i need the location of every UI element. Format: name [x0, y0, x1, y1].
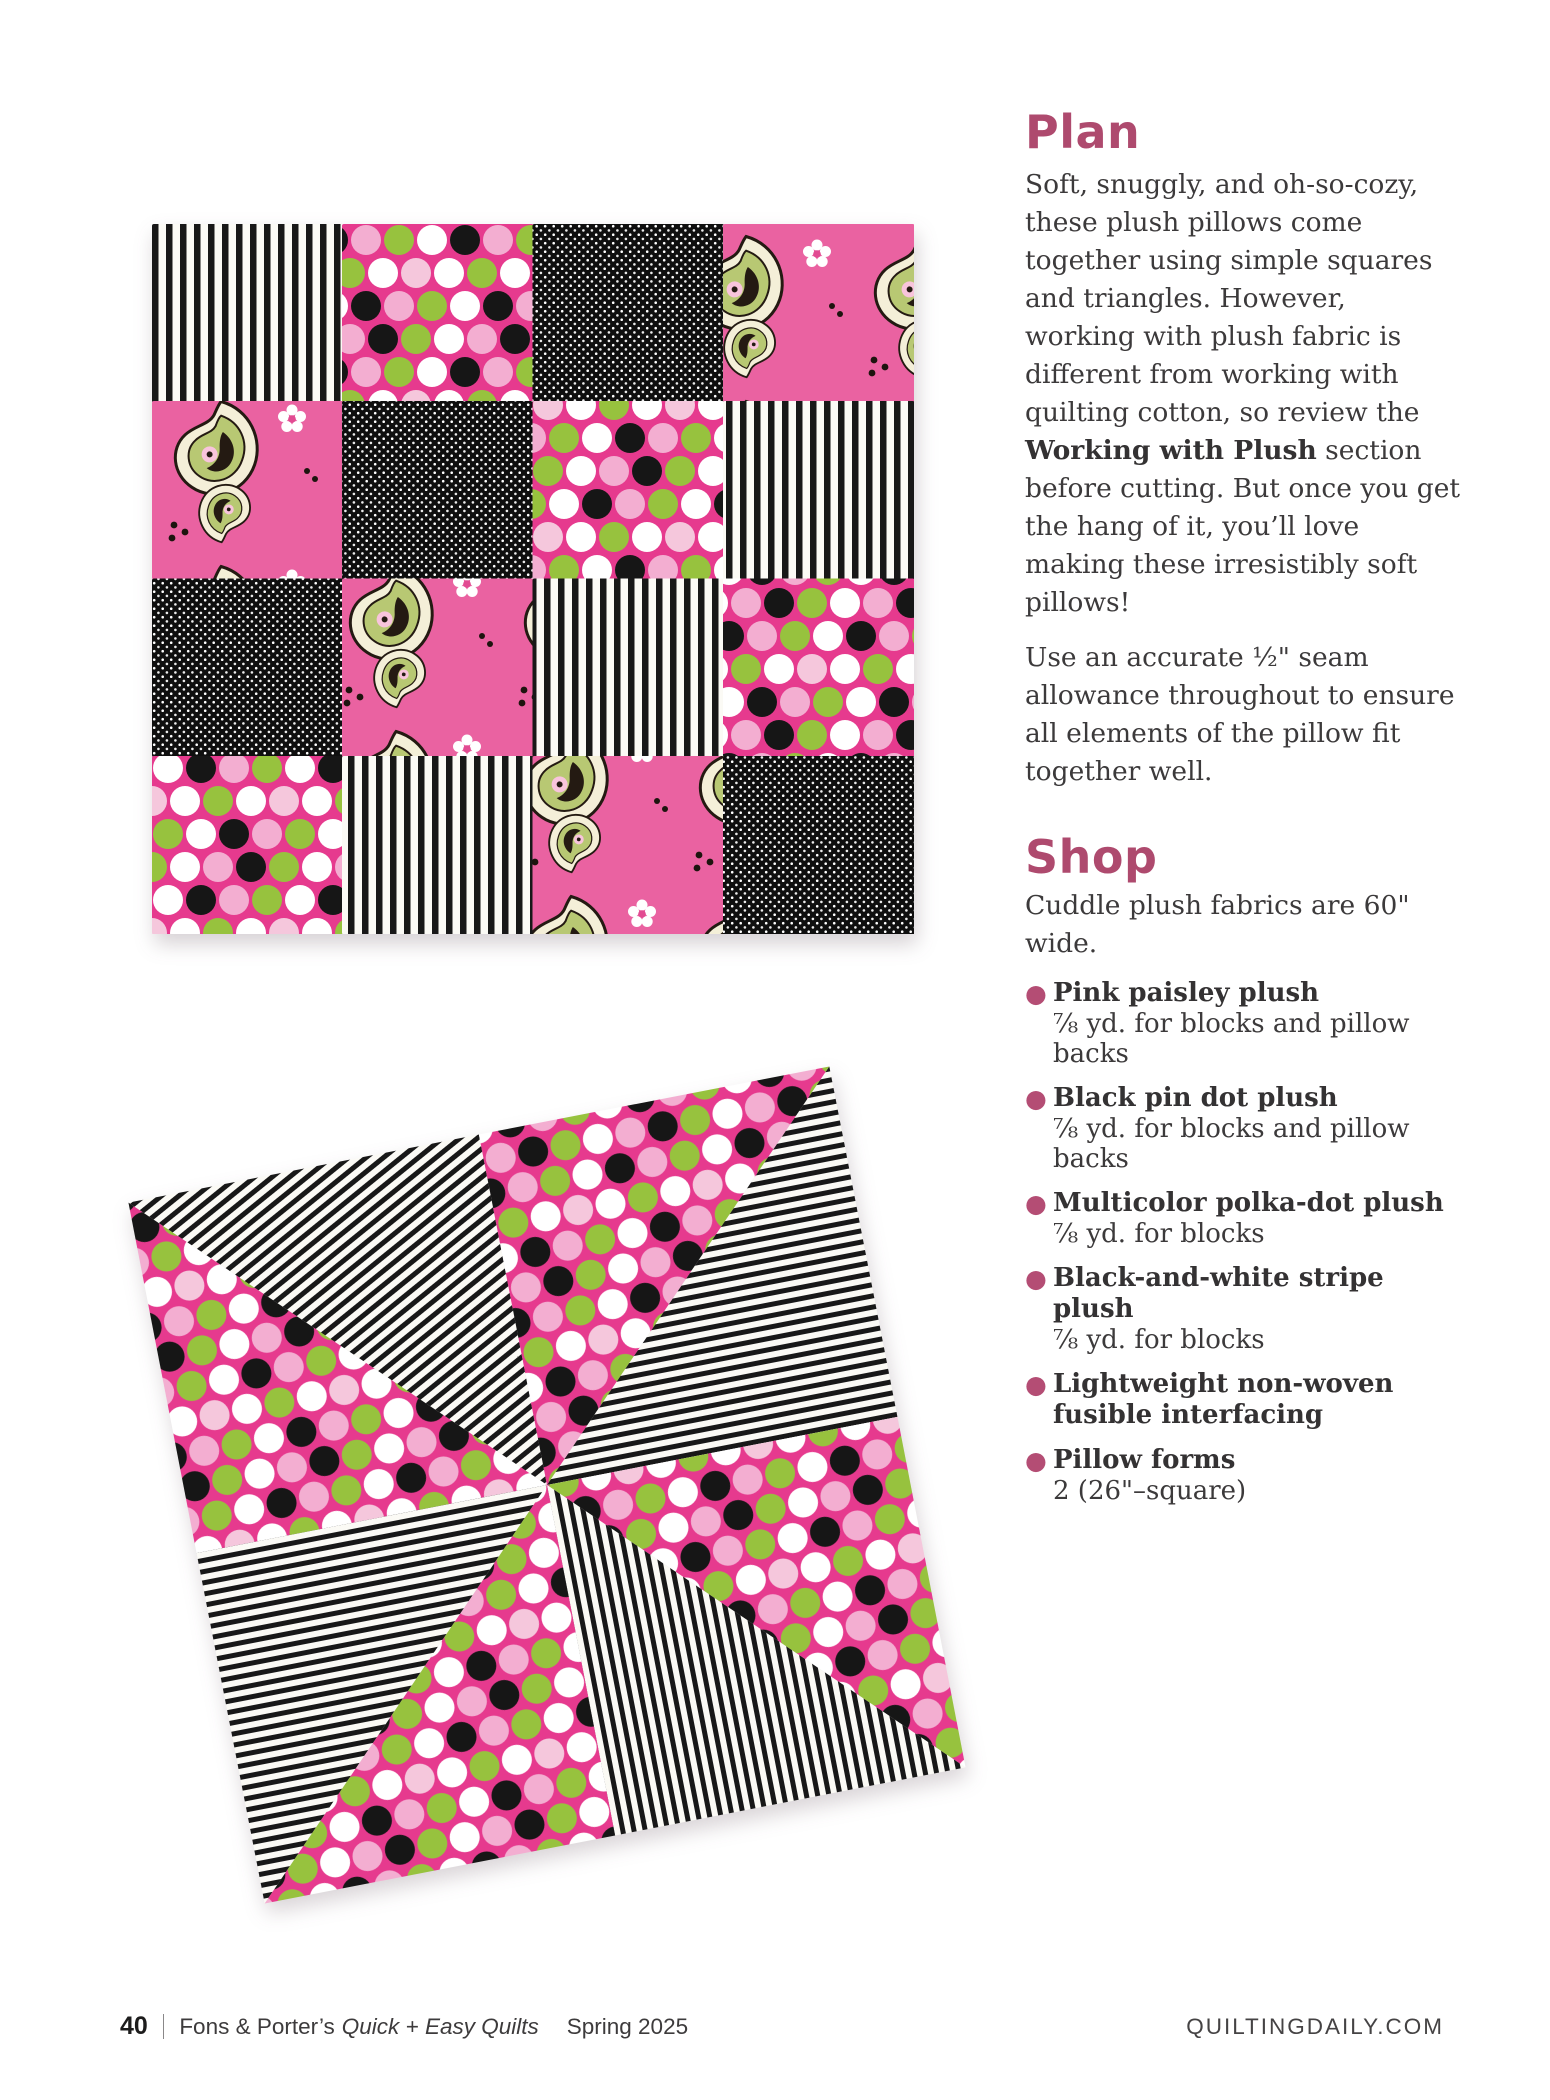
shopping-list	[1025, 978, 1463, 1506]
list-item-name: Multicolor polka-dot plush	[1053, 1188, 1444, 1218]
fabric-square-pindot	[533, 224, 725, 403]
list-item-name: Black-and-white stripe plush	[1053, 1263, 1384, 1324]
magazine-title: Quick + Easy Quilts	[341, 2014, 539, 2039]
list-item-name: Pink paisley plush	[1053, 978, 1320, 1008]
shop-heading: Shop	[1025, 830, 1158, 884]
list-item	[1025, 978, 1463, 1069]
fabric-square-pindot	[152, 579, 344, 758]
article-column	[1025, 106, 1463, 1520]
list-item-name: Black pin dot plush	[1053, 1083, 1338, 1113]
list-item-name: Lightweight non-woven fusible interfacing	[1053, 1369, 1394, 1430]
footer-divider	[163, 2014, 165, 2039]
list-item	[1025, 1083, 1463, 1174]
list-item-detail: ⅞ yd. for blocks and pillow backs	[1053, 1114, 1410, 1174]
fabric-square-polka	[152, 756, 344, 934]
list-item-detail: ⅞ yd. for blocks	[1053, 1325, 1265, 1355]
plan-paragraph-1	[1025, 166, 1463, 622]
list-item-detail: ⅞ yd. for blocks and pillow backs	[1053, 1009, 1410, 1069]
shop-intro: Cuddle plush fabrics are 60" wide.	[1025, 890, 1410, 959]
fabric-square-stripe	[533, 579, 725, 758]
list-item-detail: 2 (26"–square)	[1053, 1476, 1247, 1506]
page-footer	[120, 2012, 1444, 2041]
fabric-square-stripe	[152, 224, 344, 403]
bullet-icon: ●	[1025, 1446, 1047, 1475]
page-number: 40	[120, 2012, 148, 2040]
plan-heading: Plan	[1025, 105, 1141, 159]
list-item	[1025, 1263, 1463, 1355]
plan-paragraph-2: Use an accurate ½" seam allowance throughout to ensure all elements of the pillow fit together well.	[1025, 642, 1455, 787]
fabric-square-paisley	[152, 401, 344, 580]
footer-left	[120, 2012, 688, 2041]
fabric-square-polka	[342, 224, 534, 403]
plan-text: Soft, snuggly, and oh-so-cozy, these plush pillows come together using simple squares and triangles. However, working with plush fabric is different from working with quilting cotton, so review the	[1025, 169, 1433, 428]
working-with-plush-reference: Working with Plush	[1025, 435, 1317, 466]
bullet-icon: ●	[1025, 1084, 1047, 1113]
bullet-icon: ●	[1025, 1370, 1047, 1399]
fabric-square-paisley	[342, 579, 534, 758]
bullet-icon: ●	[1025, 979, 1047, 1008]
footer-website: QUILTINGDAILY.COM	[1186, 2014, 1444, 2039]
issue-label: Spring 2025	[566, 2014, 689, 2039]
list-item-detail: ⅞ yd. for blocks	[1053, 1219, 1265, 1249]
fabric-square-polka	[533, 401, 725, 580]
bullet-icon: ●	[1025, 1264, 1047, 1293]
list-item	[1025, 1445, 1463, 1506]
publication-name: Fons & Porter’s	[179, 2014, 335, 2039]
list-item-name: Pillow forms	[1053, 1445, 1236, 1475]
fabric-square-pindot	[723, 756, 914, 934]
fabric-square-pindot	[342, 401, 534, 580]
fabric-square-stripe	[342, 756, 534, 934]
patchwork-pillow-photo	[152, 224, 914, 938]
patchwork-pillow-graphic	[152, 224, 914, 934]
fabric-square-paisley	[723, 224, 914, 403]
pinwheel-pillow-graphic	[102, 1040, 992, 1930]
pinwheel-pillow-photo	[102, 1040, 992, 1934]
plan-text: section before cutting. But once you get the hang of it, you’ll love making these irresistibly soft pillows!	[1025, 435, 1461, 618]
fabric-square-polka	[723, 579, 914, 758]
fabric-square-paisley	[533, 756, 725, 934]
fabric-square-stripe	[723, 401, 914, 580]
list-item	[1025, 1188, 1463, 1249]
list-item	[1025, 1369, 1463, 1431]
bullet-icon: ●	[1025, 1189, 1047, 1218]
